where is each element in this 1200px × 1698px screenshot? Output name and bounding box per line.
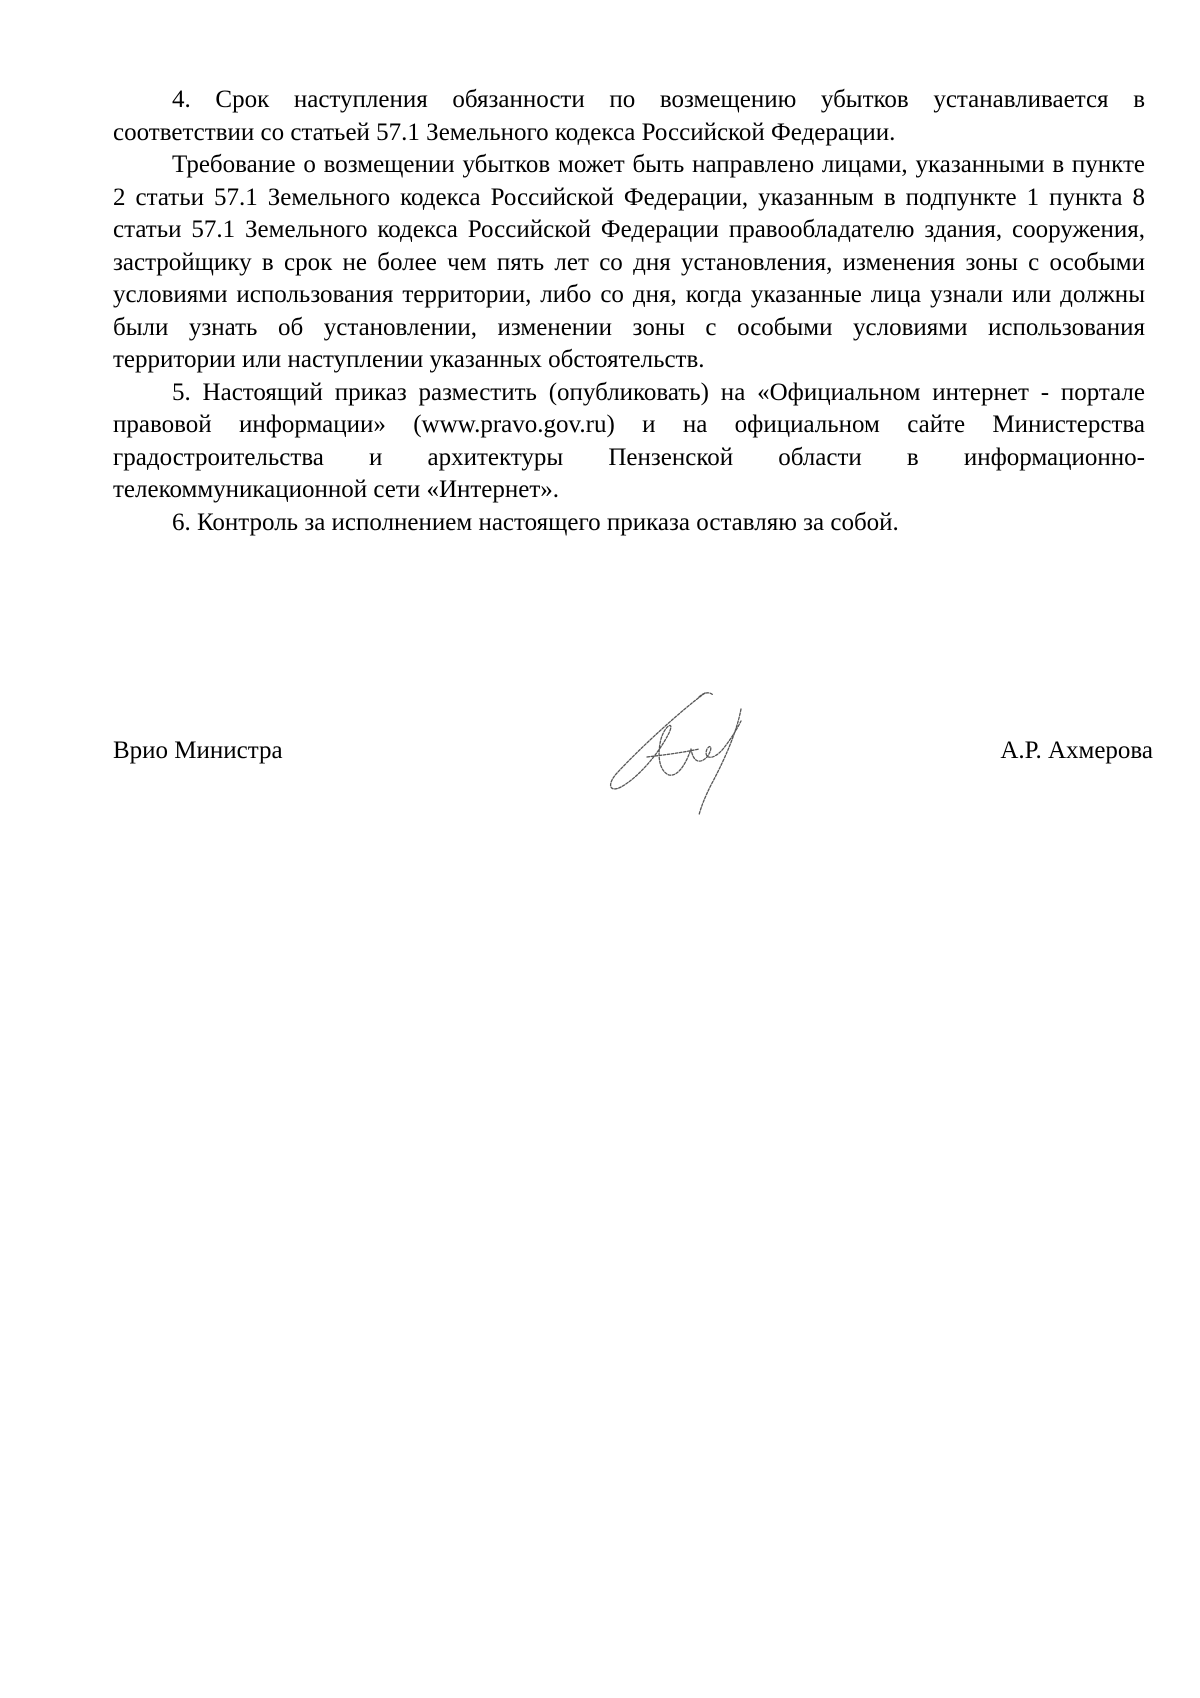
paragraph-item-6: 6. Контроль за исполнением настоящего приказа оставляю за собой. xyxy=(172,508,899,536)
paragraph-item-4: 4. Срок наступления обязанности по возмещению убытков устанавливается в соответствии со статьей 57.1 Земельного кодекса Российской Федерации. xyxy=(113,86,1145,146)
signature-block xyxy=(113,725,1153,845)
signatory-name: А.Р. Ахмерова xyxy=(1000,737,1153,764)
handwritten-signature xyxy=(603,687,778,817)
paragraph-item-5: 5. Настоящий приказ разместить (опубликовать) на «Официальном интернет - портале правовой информации» (www.pravo.gov.ru) и на официальном сайте Министерства градостроительства и архитектуры Пензенской области в информационно-телекоммуникационной сети «Интернет». xyxy=(113,378,1145,503)
document-body xyxy=(113,84,1145,539)
paragraph-damages-claim: Требование о возмещении убытков может быть направлено лицами, указанными в пункте 2 статьи 57.1 Земельного кодекса Российской Федерации, указанным в подпункте 1 пункта 8 статьи 57.1 Земельного кодекса Российской Федерации правообладателю здания, сооружения, застройщику в срок не более чем пять лет со дня установления, изменения зоны с особыми условиями использования территории, либо со дня, когда указанные лица узнали или должны были узнать об установлении, изменении зоны с особыми условиями использования территории или наступлении указанных обстоятельств. xyxy=(113,151,1145,373)
signatory-title: Врио Министра xyxy=(113,737,283,764)
